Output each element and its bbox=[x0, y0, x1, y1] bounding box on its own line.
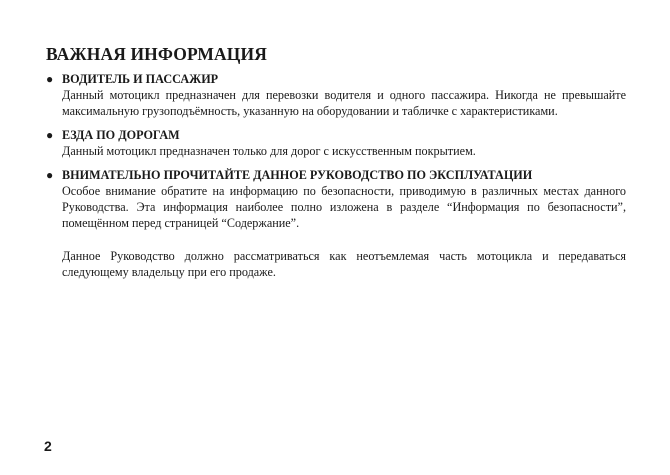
page-number: 2 bbox=[44, 438, 52, 454]
bullet-icon: ● bbox=[46, 72, 54, 86]
section-paragraph: Данный мотоцикл предназначен для перевозки водителя и одного пассажира. Никогда не превышайте максимальную грузоподъёмность, указанную на оборудовании и табличке с характеристиками. bbox=[62, 88, 626, 119]
bullet-icon: ● bbox=[46, 168, 54, 182]
section-heading: ВНИМАТЕЛЬНО ПРОЧИТАЙТЕ ДАННОЕ РУКОВОДСТВО ПО ЭКСПЛУАТАЦИИ bbox=[62, 168, 533, 182]
section-road-riding bbox=[46, 127, 626, 159]
section-heading: ЕЗДА ПО ДОРОГАМ bbox=[62, 128, 180, 142]
section-paragraph: Особое внимание обратите на информацию по безопасности, приводимую в различных местах данного Руководства. Эта информация наиболее полно изложена в разделе “Информация по безопасности”, помещённом перед страницей “Содержание”. bbox=[62, 184, 626, 231]
section-rider-passenger bbox=[46, 71, 626, 119]
section-paragraph: Данное Руководство должно рассматриваться как неотъемлемая часть мотоцикла и передаваться следующему владельцу при его продаже. bbox=[62, 248, 626, 279]
bullet-icon: ● bbox=[46, 128, 54, 142]
section-read-manual bbox=[46, 167, 626, 280]
page-title: ВАЖНАЯ ИНФОРМАЦИЯ bbox=[46, 44, 267, 64]
section-header bbox=[46, 71, 626, 87]
section-header bbox=[46, 127, 626, 143]
section-header bbox=[46, 167, 626, 183]
section-paragraph: Данный мотоцикл предназначен только для дорог с искусственным покрытием. bbox=[62, 144, 476, 158]
section-heading: ВОДИТЕЛЬ И ПАССАЖИР bbox=[62, 72, 219, 86]
